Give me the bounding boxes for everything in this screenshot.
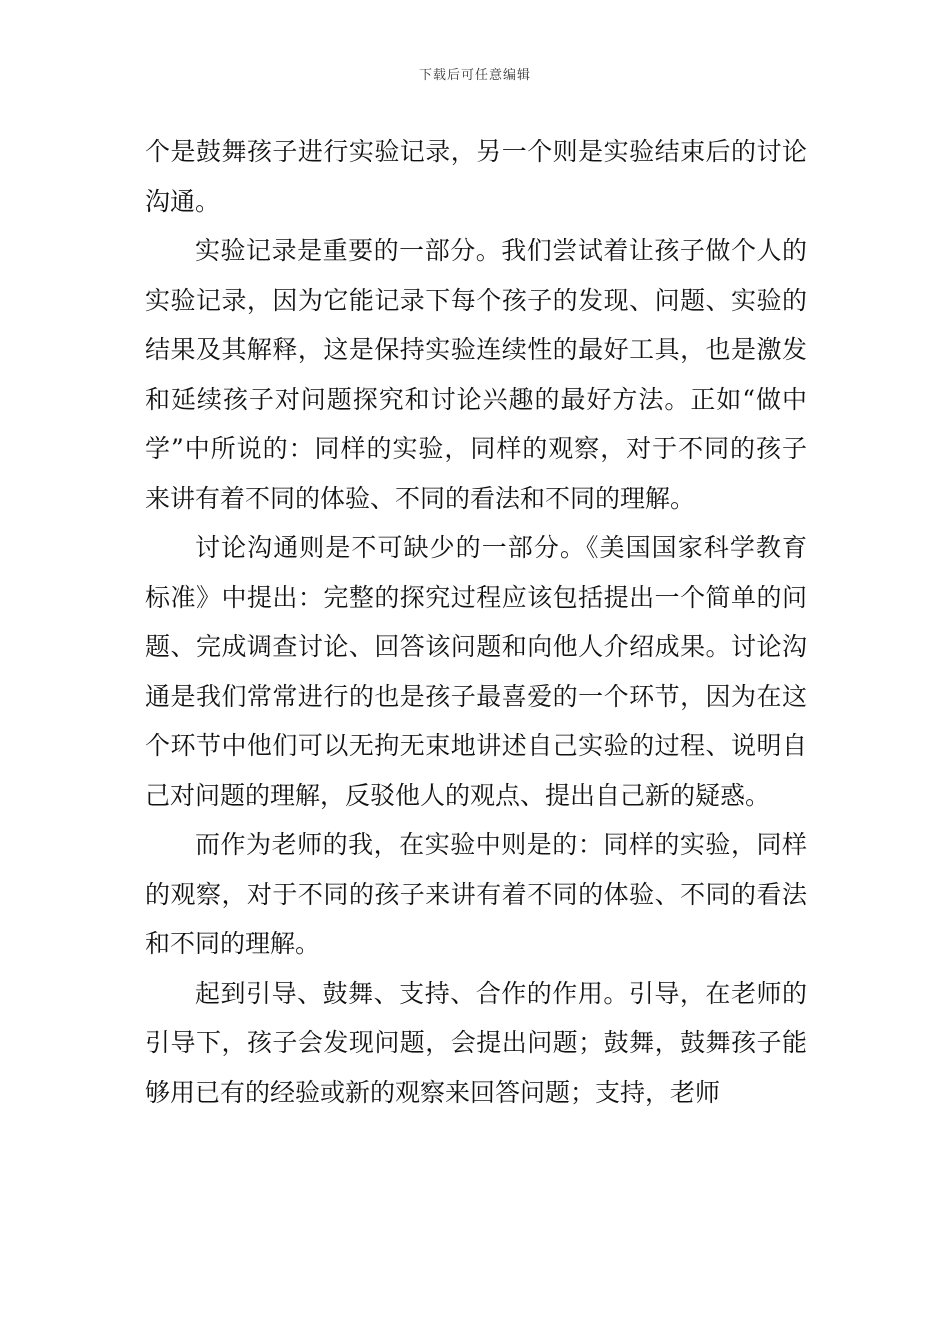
- document-body: [145, 127, 807, 1117]
- page-header: 下载后可任意编辑: [418, 68, 531, 83]
- paragraph: 实验记录是重要的一部分。我们尝试着让孩子做个人的实验记录，因为它能记录下每个孩子的发现、问题、实验的结果及其解释，这是保持实验连续性的最好工具，也是激发和延续孩子对问题探究和讨论兴趣的最好方法。正如“做中学”中所说的：同样的实验，同样的观察，对于不同的孩子来讲有着不同的体验、不同的看法和不同的理解。: [145, 236, 807, 513]
- paragraph: 个是鼓舞孩子进行实验记录，另一个则是实验结束后的讨论沟通。: [145, 137, 807, 216]
- paragraph: 起到引导、鼓舞、支持、合作的作用。引导，在老师的引导下，孩子会发现问题，会提出问题；鼓舞，鼓舞孩子能够用已有的经验或新的观察来回答问题；支持，老师: [145, 978, 807, 1107]
- paragraph: 而作为老师的我，在实验中则是的：同样的实验，同样的观察，对于不同的孩子来讲有着不同的体验、不同的看法和不同的理解。: [145, 830, 807, 958]
- paragraph: 讨论沟通则是不可缺少的一部分。《美国国家科学教育标准》中提出：完整的探究过程应该包括提出一个简单的问题、完成调查讨论、回答该问题和向他人介绍成果。讨论沟通是我们常常进行的也是孩子最喜爱的一个环节，因为在这个环节中他们可以无拘无束地讲述自己实验的过程、说明自己对问题的理解，反驳他人的观点、提出自己新的疑惑。: [145, 533, 807, 810]
